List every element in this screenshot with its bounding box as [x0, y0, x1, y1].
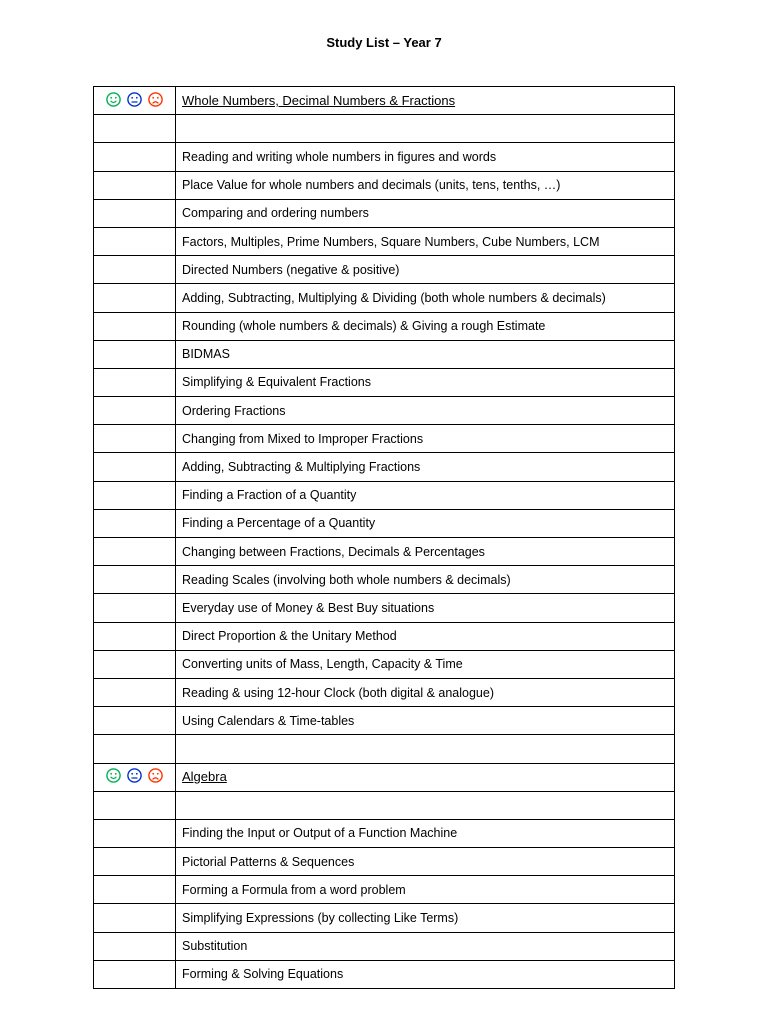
topic-row	[94, 707, 675, 735]
topic-cell	[176, 425, 675, 453]
sad-face-icon	[148, 92, 163, 107]
topic-label: Pictorial Patterns & Sequences	[182, 854, 355, 869]
topic-label: Simplifying Expressions (by collecting Like Terms)	[182, 911, 459, 926]
topic-row	[94, 425, 675, 453]
topic-row	[94, 960, 675, 988]
topic-row	[94, 284, 675, 312]
rating-cell[interactable]	[94, 256, 176, 284]
rating-cell[interactable]	[94, 848, 176, 876]
topic-label: Reading Scales (involving both whole numbers & decimals)	[182, 572, 511, 587]
topic-label: Changing between Fractions, Decimals & Percentages	[182, 544, 485, 559]
topic-row	[94, 453, 675, 481]
topic-label: Changing from Mixed to Improper Fractions	[182, 431, 424, 446]
rating-cell[interactable]	[94, 538, 176, 566]
topic-label: Simplifying & Equivalent Fractions	[182, 375, 371, 390]
topic-row	[94, 876, 675, 904]
topic-cell	[176, 171, 675, 199]
topic-row	[94, 538, 675, 566]
topic-cell	[176, 312, 675, 340]
sad-face-icon	[148, 768, 163, 783]
topic-row	[94, 848, 675, 876]
topic-cell	[176, 199, 675, 227]
topic-label: Everyday use of Money & Best Buy situations	[182, 600, 435, 615]
rating-cell[interactable]	[94, 425, 176, 453]
rating-cell[interactable]	[94, 368, 176, 396]
rating-cell[interactable]	[94, 143, 176, 171]
topic-row	[94, 143, 675, 171]
topic-cell	[176, 707, 675, 735]
topic-label: Converting units of Mass, Length, Capacity & Time	[182, 657, 463, 672]
rating-cell[interactable]	[94, 284, 176, 312]
rating-cell[interactable]	[94, 819, 176, 847]
rating-cell[interactable]	[94, 481, 176, 509]
rating-cell[interactable]	[94, 932, 176, 960]
topic-cell	[176, 481, 675, 509]
rating-cell[interactable]	[94, 594, 176, 622]
rating-cell[interactable]	[94, 397, 176, 425]
topic-cell	[176, 509, 675, 537]
rating-cell[interactable]	[94, 227, 176, 255]
rating-cell[interactable]	[94, 115, 176, 143]
section-heading: Whole Numbers, Decimal Numbers & Fractions	[182, 92, 456, 108]
blank-row	[94, 115, 675, 143]
topic-cell	[176, 453, 675, 481]
topic-cell	[176, 227, 675, 255]
topic-row	[94, 199, 675, 227]
topic-label: Ordering Fractions	[182, 403, 286, 418]
rating-cell[interactable]	[94, 904, 176, 932]
neutral-face-icon	[127, 92, 142, 107]
topic-label: Finding a Fraction of a Quantity	[182, 488, 357, 503]
rating-cell[interactable]	[94, 791, 176, 819]
rating-cell[interactable]	[94, 876, 176, 904]
topic-cell	[176, 678, 675, 706]
rating-cell[interactable]	[94, 199, 176, 227]
topic-cell	[176, 143, 675, 171]
topic-row	[94, 368, 675, 396]
blank-row	[94, 791, 675, 819]
topic-row	[94, 397, 675, 425]
smile-face-icon	[106, 768, 121, 783]
rating-cell[interactable]	[94, 707, 176, 735]
rating-cell[interactable]	[94, 735, 176, 763]
topic-cell	[176, 932, 675, 960]
topic-label: Finding a Percentage of a Quantity	[182, 516, 376, 531]
section-header-row	[94, 87, 675, 115]
page-title: Study List – Year 7	[326, 35, 442, 50]
topic-cell	[176, 256, 675, 284]
topic-row	[94, 650, 675, 678]
study-list-table	[93, 86, 675, 989]
rating-cell[interactable]	[94, 622, 176, 650]
topic-label: Reading and writing whole numbers in figures and words	[182, 149, 497, 164]
topic-label: BIDMAS	[182, 347, 230, 362]
rating-cell	[94, 87, 176, 115]
topic-label: Direct Proportion & the Unitary Method	[182, 629, 397, 644]
topic-row	[94, 904, 675, 932]
topic-cell	[176, 819, 675, 847]
topic-label: Directed Numbers (negative & positive)	[182, 262, 400, 277]
topic-cell	[176, 566, 675, 594]
topic-row	[94, 509, 675, 537]
rating-cell[interactable]	[94, 960, 176, 988]
topic-cell	[176, 650, 675, 678]
blank-row	[94, 735, 675, 763]
topic-cell	[176, 904, 675, 932]
topic-cell	[176, 594, 675, 622]
topic-label: Using Calendars & Time-tables	[182, 713, 355, 728]
topic-row	[94, 566, 675, 594]
blank-cell	[176, 115, 675, 143]
smile-face-icon	[106, 92, 121, 107]
topic-label: Forming & Solving Equations	[182, 967, 344, 982]
topic-label: Comparing and ordering numbers	[182, 206, 369, 221]
blank-cell	[176, 791, 675, 819]
topic-label: Finding the Input or Output of a Function Machine	[182, 826, 458, 841]
study-list-body	[94, 87, 675, 989]
section-header-row	[94, 763, 675, 791]
section-heading-cell	[176, 763, 675, 791]
topic-row	[94, 312, 675, 340]
rating-cell	[94, 763, 176, 791]
rating-cell[interactable]	[94, 678, 176, 706]
topic-label: Forming a Formula from a word problem	[182, 882, 406, 897]
rating-cell[interactable]	[94, 171, 176, 199]
topic-row	[94, 340, 675, 368]
topic-label: Substitution	[182, 939, 248, 954]
topic-row	[94, 227, 675, 255]
topic-row	[94, 256, 675, 284]
section-heading-cell	[176, 87, 675, 115]
topic-label: Adding, Subtracting, Multiplying & Dividing (both whole numbers & decimals)	[182, 290, 606, 305]
section-heading: Algebra	[182, 769, 227, 785]
topic-cell	[176, 340, 675, 368]
topic-label: Adding, Subtracting & Multiplying Fractions	[182, 460, 421, 475]
topic-cell	[176, 876, 675, 904]
topic-row	[94, 622, 675, 650]
topic-cell	[176, 368, 675, 396]
topic-row	[94, 171, 675, 199]
topic-cell	[176, 848, 675, 876]
rating-cell[interactable]	[94, 340, 176, 368]
topic-label: Factors, Multiples, Prime Numbers, Square Numbers, Cube Numbers, LCM	[182, 234, 600, 249]
topic-cell	[176, 960, 675, 988]
neutral-face-icon	[127, 768, 142, 783]
topic-label: Reading & using 12-hour Clock (both digital & analogue)	[182, 685, 494, 700]
topic-cell	[176, 284, 675, 312]
topic-label: Rounding (whole numbers & decimals) & Giving a rough Estimate	[182, 319, 546, 334]
topic-row	[94, 481, 675, 509]
topic-row	[94, 819, 675, 847]
rating-cell[interactable]	[94, 650, 176, 678]
rating-faces	[106, 92, 163, 107]
topic-row	[94, 594, 675, 622]
rating-cell[interactable]	[94, 566, 176, 594]
topic-row	[94, 932, 675, 960]
topic-cell	[176, 622, 675, 650]
topic-label: Place Value for whole numbers and decimals (units, tens, tenths, …)	[182, 178, 561, 193]
rating-faces	[106, 768, 163, 783]
rating-cell[interactable]	[94, 453, 176, 481]
rating-cell[interactable]	[94, 509, 176, 537]
blank-cell	[176, 735, 675, 763]
topic-row	[94, 678, 675, 706]
topic-cell	[176, 397, 675, 425]
topic-cell	[176, 538, 675, 566]
rating-cell[interactable]	[94, 312, 176, 340]
